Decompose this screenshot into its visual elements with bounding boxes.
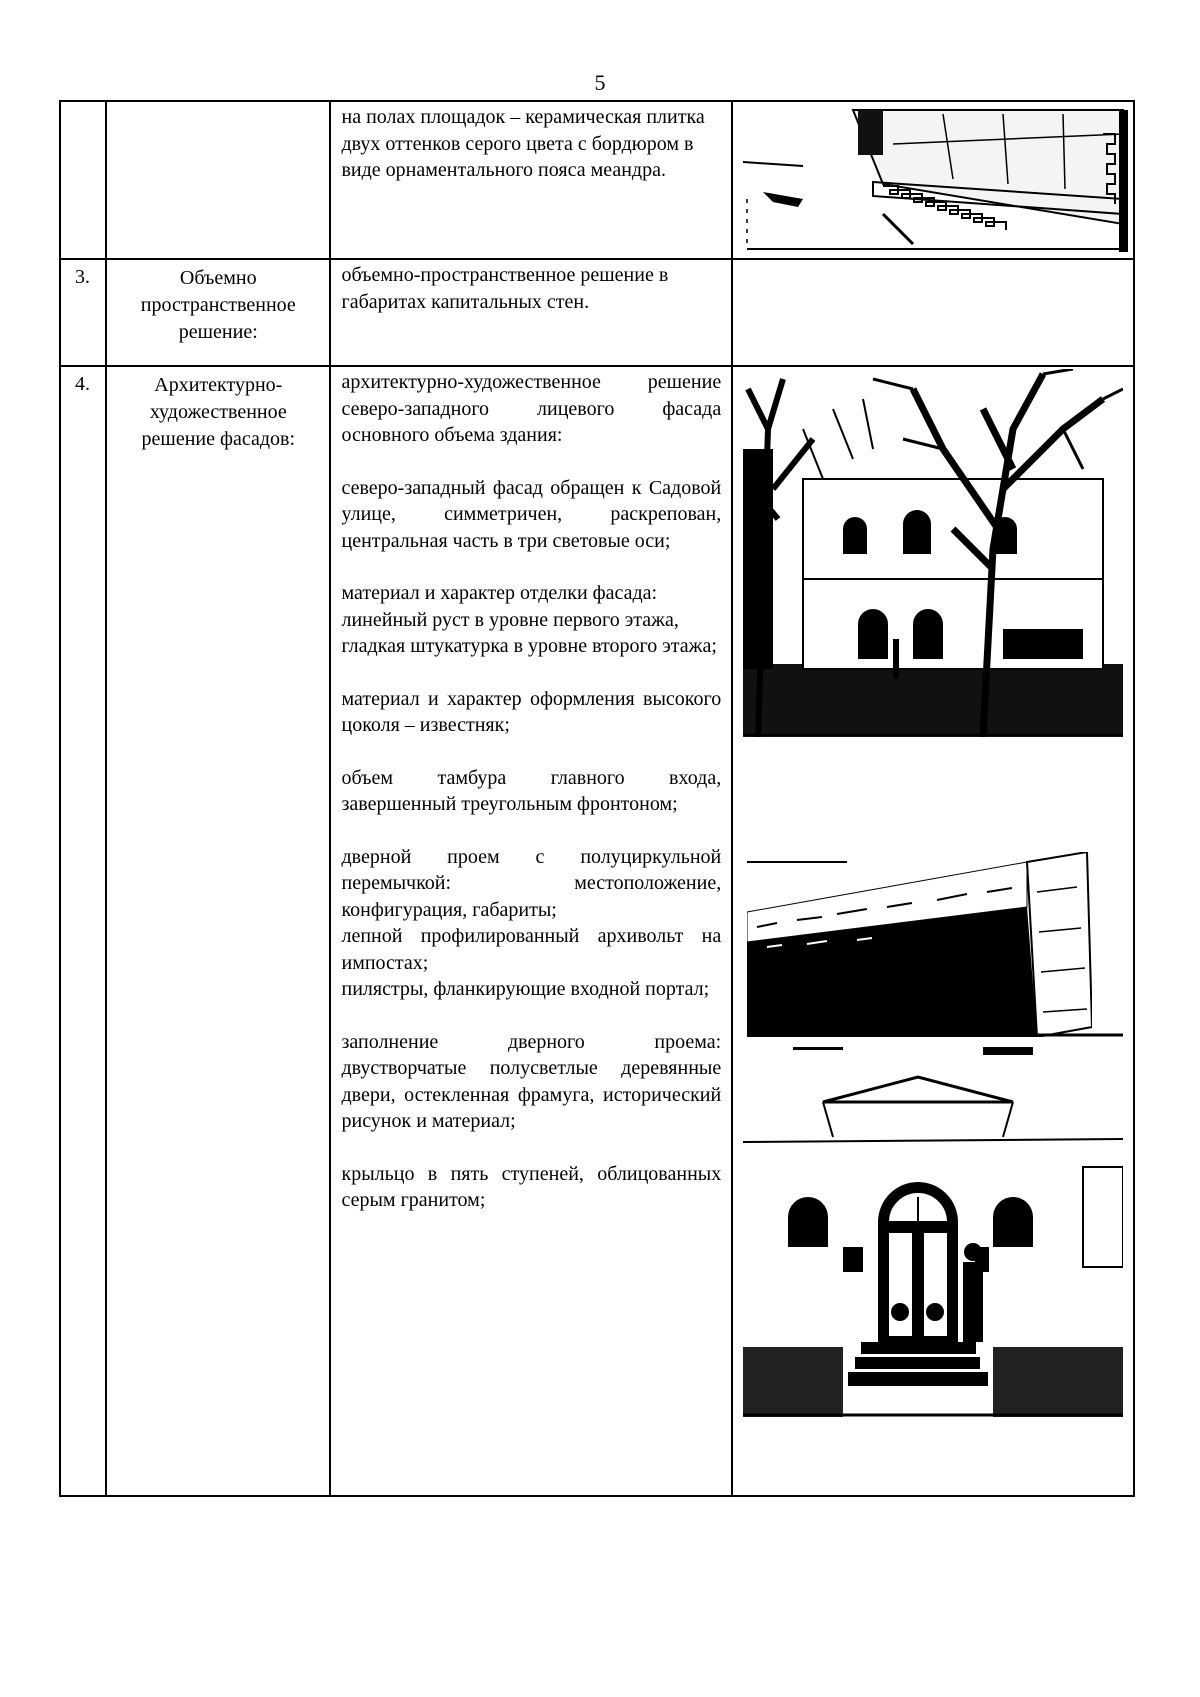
description-paragraph: объем тамбура главного входа, завершенный треугольным фронтоном; [341,766,722,815]
row-number: 4. [75,373,90,395]
description-paragraph: пилястры, фланкирующие входной портал; [341,978,710,1000]
description-paragraph: объемно-пространственное решение в габаритах капитальных стен. [341,264,669,313]
table-row [60,101,1134,259]
description-paragraph: материал и характер оформления высокого цоколя – известняк; [341,687,722,736]
row-description-cell [330,366,732,1496]
row-name-cell [106,101,330,259]
row-number-cell [60,259,106,366]
row-name: Архитектурно-художественное решение фасадов: [141,374,295,450]
row-name [107,102,329,107]
description-paragraph: на полах площадок – керамическая плитка двух оттенков серого цвета с бордюром в виде орнаментального пояса меандра. [341,106,705,181]
row-description-cell [330,259,732,366]
description-paragraph: заполнение дверного проема: двустворчатые полусветлые деревянные двери, остекленная фрамуга, исторический рисунок и материал; [341,1030,722,1132]
northwest-facade-photo [743,369,1123,737]
table-row [60,366,1134,1496]
row-number-cell [60,101,106,259]
row-number [61,102,105,108]
row-name: Объемно пространственное решение: [140,267,296,343]
table-row [60,259,1134,366]
monument-subject-table [59,100,1135,1497]
row-image-cell [732,366,1134,1496]
row-number: 3. [75,266,90,288]
row-description-cell [330,101,732,259]
row-image-cell [732,259,1134,366]
row-name-cell [106,259,330,366]
row-name-cell [106,366,330,1496]
description-paragraph: крыльцо в пять ступеней, облицованных серым гранитом; [341,1162,722,1211]
description-paragraph: лепной профилированный архивольт на импостах; [341,925,722,974]
page-number: 5 [594,70,606,95]
row-image-cell [732,101,1134,259]
description-paragraph: материал и характер отделки фасада: линейный руст в уровне первого этажа, гладкая штукатурка в уровне второго этажа; [341,582,717,657]
description-paragraph: северо-западный фасад обращен к Садовой улице, симметричен, раскрепован, центральная часть в три световые оси; [341,476,722,552]
row-number-cell [60,366,106,1496]
description-paragraph: дверной проем с полуциркульной перемычкой: местоположение, конфигурация, габариты; [341,845,722,921]
limestone-plinth-photo [747,852,1123,1037]
main-entrance-portal-photo [743,1047,1123,1417]
description-paragraph: архитектурно-художественное решение северо-западного лицевого фасада основного объема здания: [341,371,722,446]
floor-tile-meander-photo [733,102,1133,252]
